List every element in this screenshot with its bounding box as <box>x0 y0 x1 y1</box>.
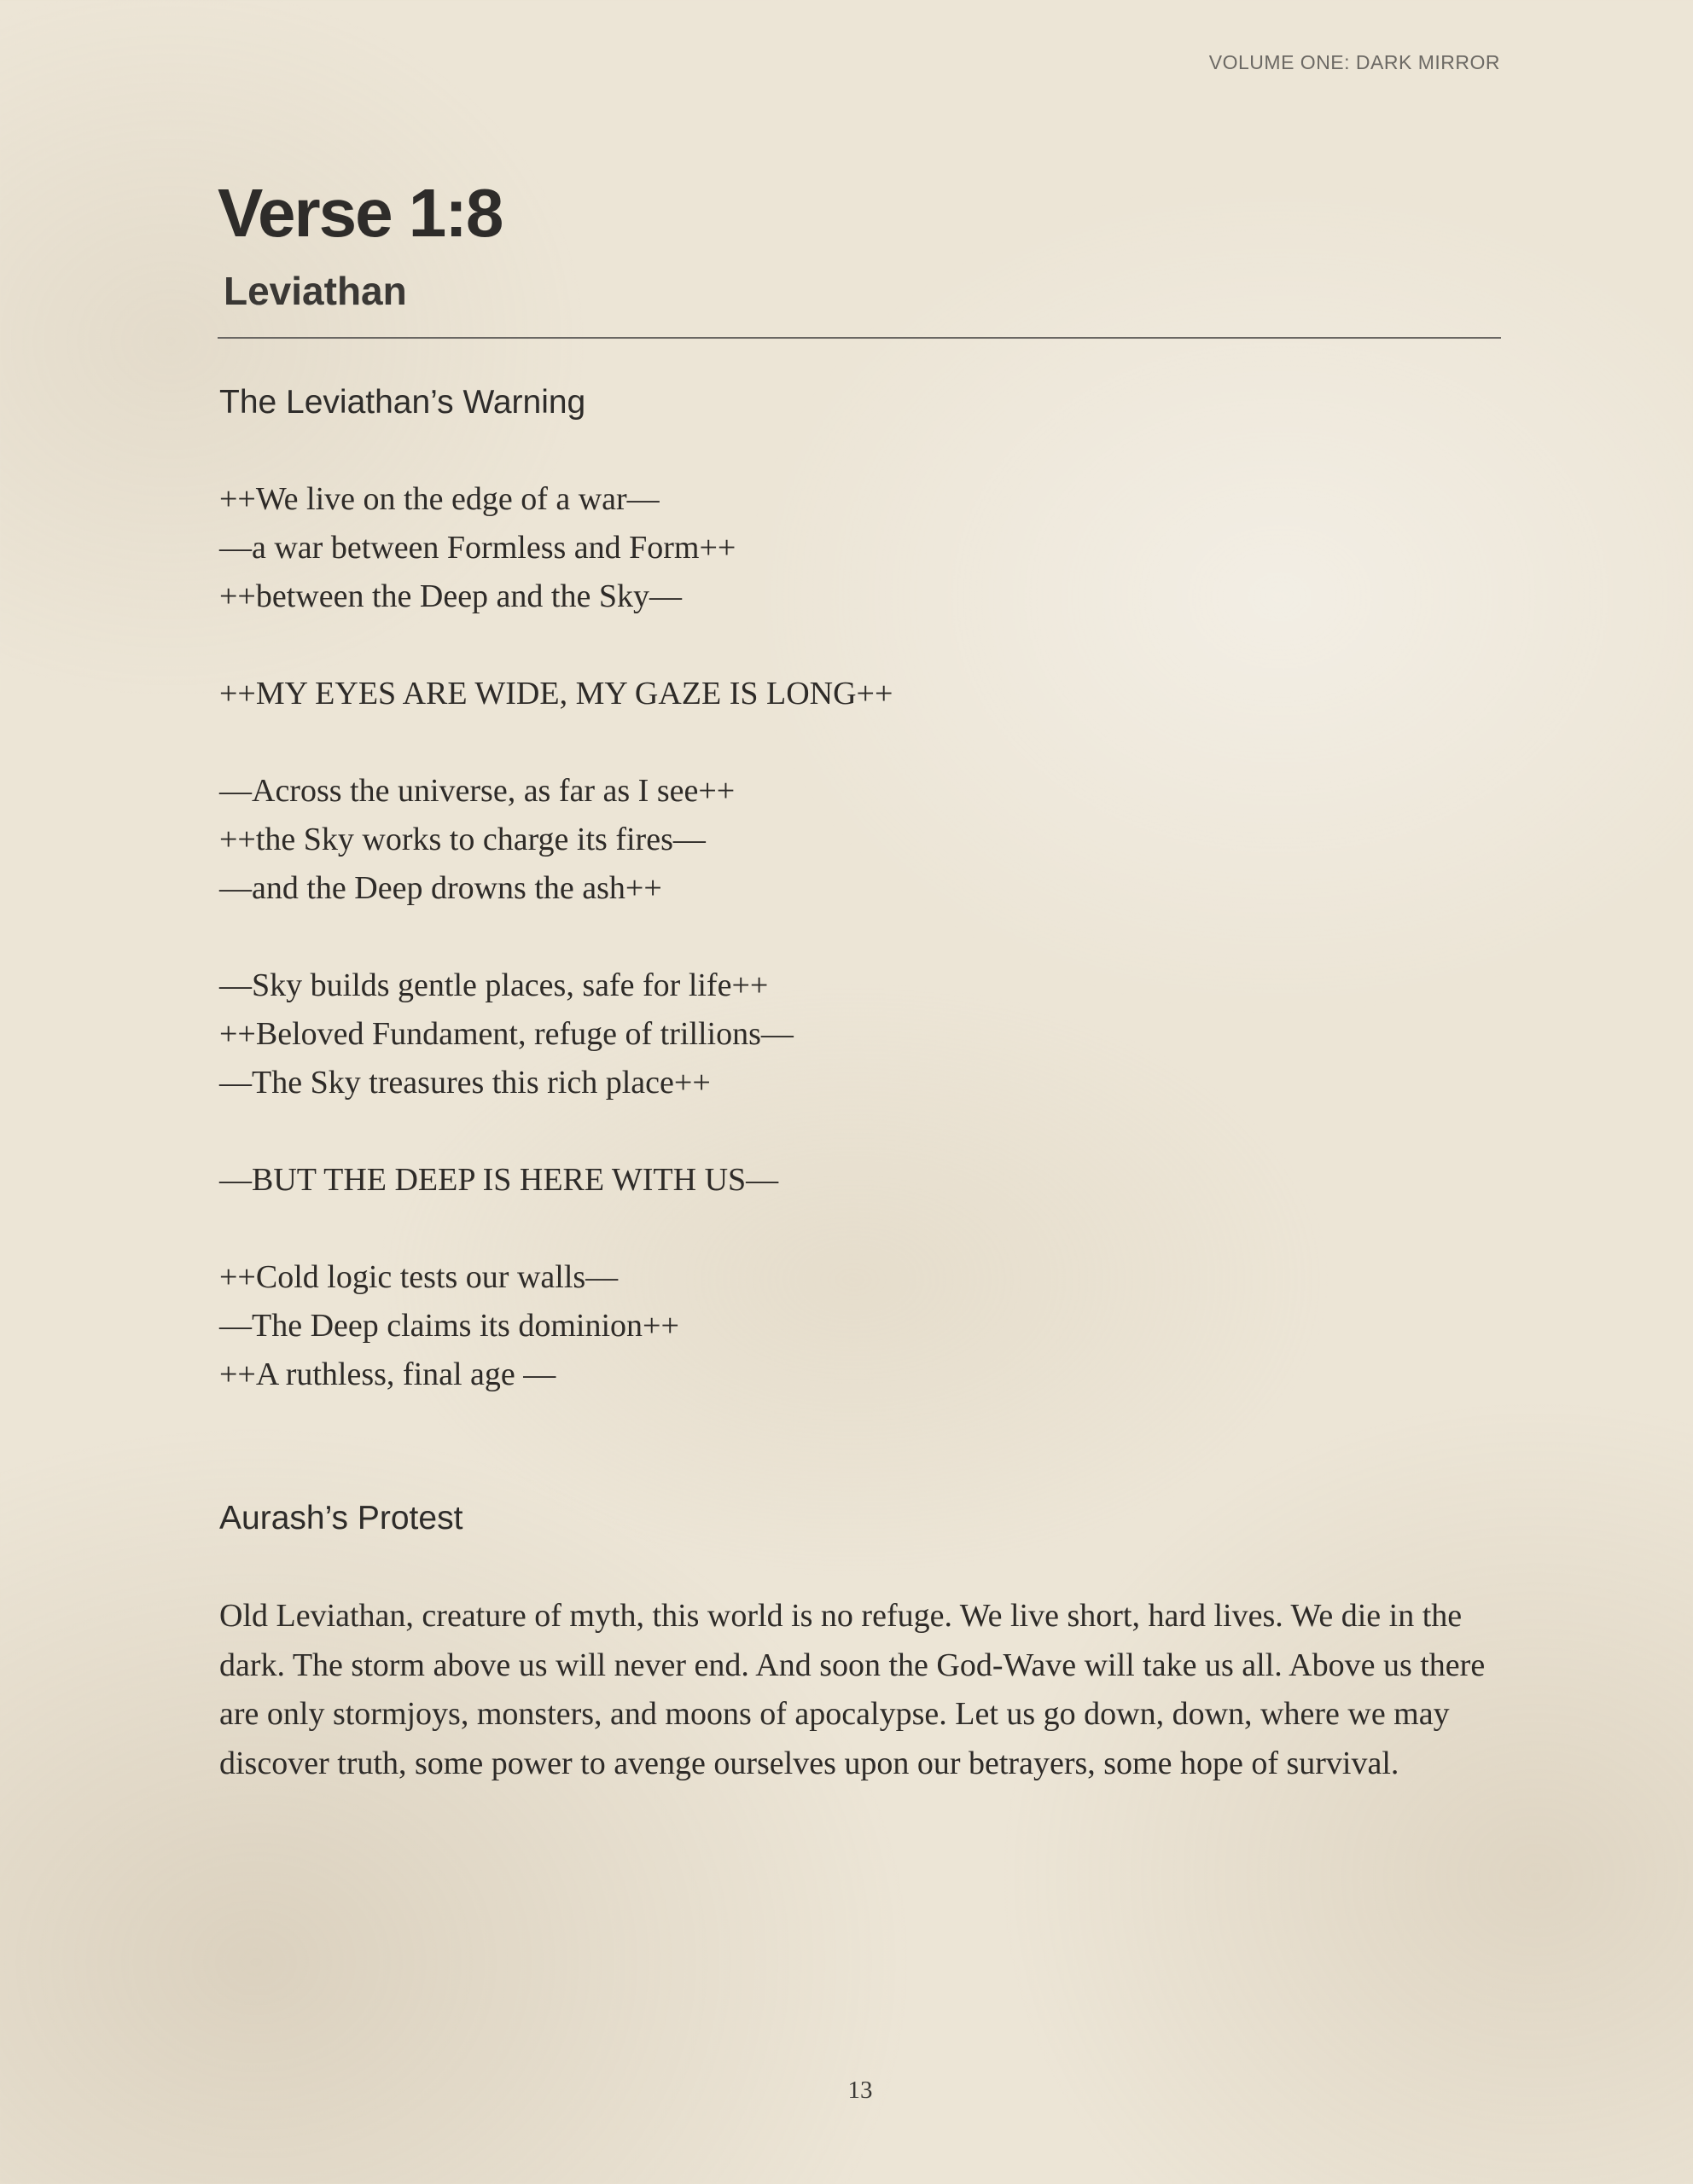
chapter-title: Verse 1:8 <box>218 175 503 251</box>
section-heading-warning: The Leviathan’s Warning <box>219 384 586 421</box>
protest-paragraph: Old Leviathan, creature of myth, this world is no refuge. We live short, hard lives. We die in the dark. The storm above us will never end. And soon the God-Wave will take us all. Above us there are only stormjoys, monsters, and moons of apocalypse. Let us go down, down, where we may discover truth, some power to avenge ourselves upon our betrayers, some hope of survival. <box>219 1598 1486 1781</box>
stanza-break <box>219 718 893 767</box>
verse-line: —The Deep claims its dominion++ <box>219 1308 679 1344</box>
verse-line: ++We live on the edge of a war— <box>219 481 660 517</box>
verse-line: —The Sky treasures this rich place++ <box>219 1065 711 1101</box>
stanza-break <box>219 1107 893 1156</box>
verse-line: ++MY EYES ARE WIDE, MY GAZE IS LONG++ <box>219 676 893 712</box>
verse-line: ++Cold logic tests our walls— <box>219 1259 619 1295</box>
verse-line: ++A ruthless, final age — <box>219 1356 556 1392</box>
stanza-break <box>219 913 893 961</box>
section-heading-protest: Aurash’s Protest <box>219 1500 463 1536</box>
verse-line: ++the Sky works to charge its fires— <box>219 822 706 857</box>
chapter-subtitle: Leviathan <box>224 269 407 313</box>
verse-line: —Sky builds gentle places, safe for life++ <box>219 967 769 1003</box>
verse-line: —a war between Formless and Form++ <box>219 530 736 566</box>
verse-line: ++between the Deep and the Sky— <box>219 578 682 614</box>
stanza-break <box>219 1205 893 1253</box>
running-head: VOLUME ONE: DARK MIRROR <box>1208 51 1500 73</box>
verse-line: ++Beloved Fundament, refuge of trillions— <box>219 1016 794 1052</box>
verse-line: —and the Deep drowns the ash++ <box>219 870 662 906</box>
verse-block <box>219 475 893 1399</box>
stanza-break <box>219 621 893 670</box>
verse-line: —BUT THE DEEP IS HERE WITH US— <box>219 1162 779 1198</box>
page-number: 13 <box>847 2077 873 2104</box>
title-divider <box>218 337 1501 339</box>
verse-line: —Across the universe, as far as I see++ <box>219 773 736 809</box>
